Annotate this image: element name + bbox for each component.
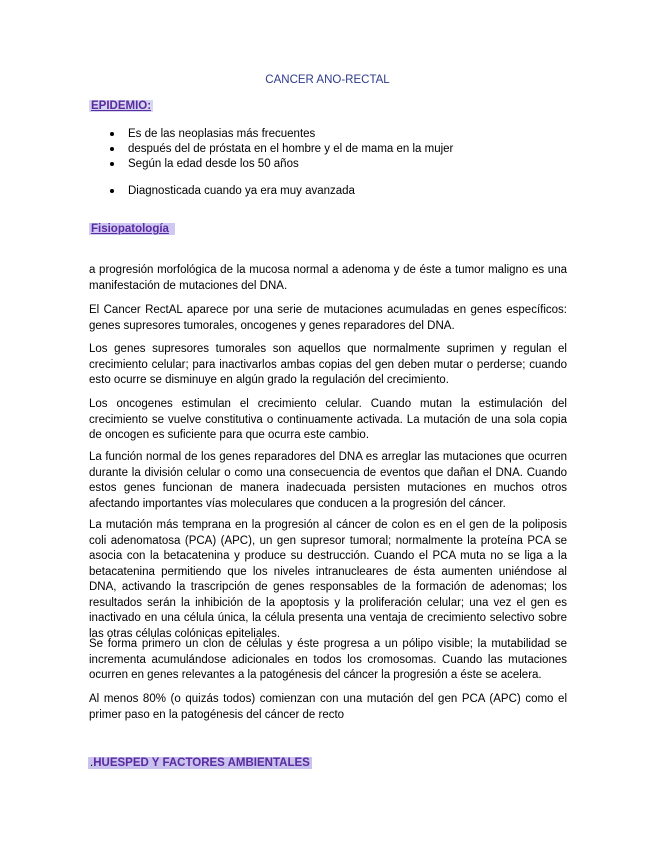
paragraph: Al menos 80% (o quizás todos) comienzan con una mutación del gen PCA (APC) como el primer paso en la patogénesis del cáncer de recto (89, 693, 567, 721)
list-item: después del de próstata en el hombre y el de mama en la mujer (110, 142, 453, 157)
document-title: CANCER ANO-RECTAL (265, 74, 390, 86)
huesped-heading (88, 757, 312, 769)
huesped-heading-text: HUESPED Y FACTORES AMBIENTALES (93, 757, 310, 769)
epidemio-bullet-list (110, 127, 453, 199)
list-item: Es de las neoplasias más frecuentes (110, 127, 453, 142)
paragraph: La mutación más temprana en la progresión al cáncer de colon es en el gen de la poliposis coli adenomatosa (PCA) (APC), un gen supresor tumoral; normalmente la proteína PCA se asocia con la betacatenina y produce su destrucción. Cuando el PCA muta no se liga a la betacatenina permitiendo que los niveles intranucleares de ésta aumenten uniéndose al DNA, activando la trascripción de genes responsables de la formación de adenomas; los resultados serán la inhibición de la apoptosis y la proliferación celular; una vez el gen es inactivado en una célula única, la célula presenta una ventaja de crecimiento selectivo sobre las otras células colónicas epiteliales. (89, 519, 567, 640)
paragraph: Se forma primero un clon de células y éste progresa a un pólipo visible; la mutabilidad se incrementa acumulándose adicionales en todos los cromosomas. Cuando las mutaciones ocurren en genes relevantes a la patogénesis del cáncer la progresión a éste se acelera. (89, 638, 567, 681)
huesped-heading-prefix: . (90, 757, 94, 769)
list-item: Diagnosticada cuando ya era muy avanzada (110, 184, 453, 199)
paragraph: La función normal de los genes reparadores del DNA es arreglar las mutaciones que ocurren durante la división celular o como una consecuencia de eventos que dañan el DNA. Cuando estos genes funcionan de manera inadecuada persisten mutaciones en muchos otros afectando importantes vías moleculares que conducen a la progresión del cáncer. (89, 451, 567, 510)
paragraph: El Cancer RectAL aparece por una serie de mutaciones acumuladas en genes específicos: genes supresores tumorales, oncogenes y genes reparadores del DNA. (89, 304, 567, 332)
paragraph: Los oncogenes estimulan el crecimiento celular. Cuando mutan la estimulación del crecimiento se vuelve constitutiva o continuamente activada. La mutación de una sola copia de oncogen es suficiente para que ocurra este cambio. (89, 398, 567, 441)
paragraph: Los genes supresores tumorales son aquellos que normalmente suprimen y regulan el crecimiento celular; para inactivarlos ambas copias del gen deben mutar o perderse; cuando esto ocurre se disminuye en algún grado la regulación del crecimiento. (89, 343, 567, 386)
fisiopatologia-heading: Fisiopatología (89, 223, 175, 235)
epidemio-heading: EPIDEMIO: (91, 100, 152, 112)
paragraph: a progresión morfológica de la mucosa normal a adenoma y de éste a tumor maligno es una manifestación de mutaciones del DNA. (89, 264, 567, 292)
list-item: Según la edad desde los 50 años (110, 157, 453, 172)
